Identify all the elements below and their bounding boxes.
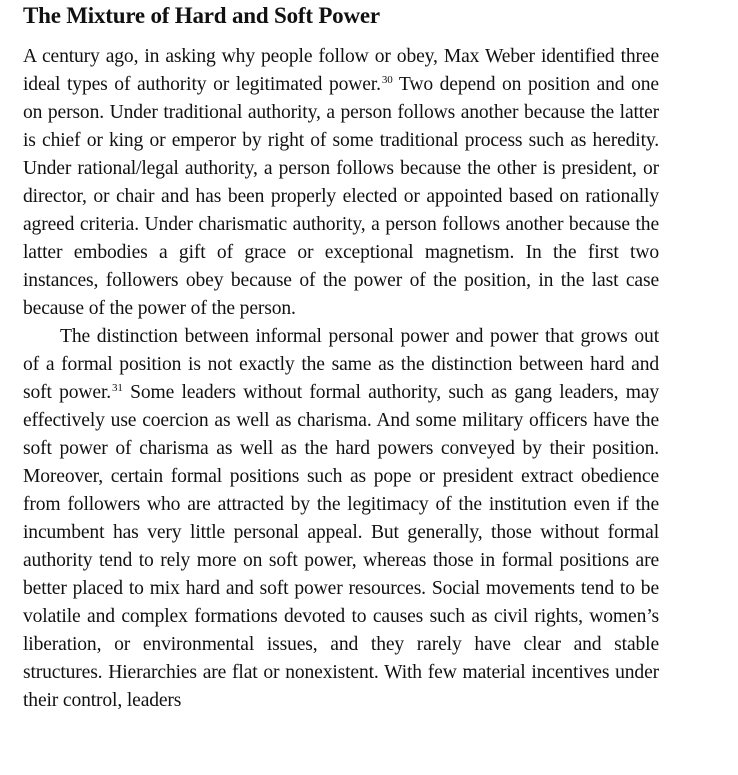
paragraph-text: Two depend on position and one on person. Under traditional authority, a person follows another because the latter is chief or king or emperor by right of some traditional process such as heredity. Under rational/legal authority, a person follows because the other is president, or director, or chair and has been properly elected or appointed based on rationally agreed criteria. Under charismatic authority, a person follows another because the latter embodies a gift of grace or exceptional magnetism. In the first two instances, followers obey because of the power of the position, in the last case because of the power of the person.	[23, 74, 659, 319]
book-page	[23, 0, 659, 715]
footnote-marker: 31	[112, 381, 123, 394]
paragraph-text: Some leaders without formal authority, such as gang leaders, may effectively use coercion as well as charisma. And some military officers have the soft power of charisma as well as the hard powers conveyed by their position. Moreover, certain formal positions such as pope or president extract obedience from followers who are attracted by the legitimacy of the institution even if the incumbent has very little personal appeal. But generally, those without formal authority tend to rely more on soft power, whereas those in formal positions are better placed to mix hard and soft power resources. Social movements tend to be volatile and complex formations devoted to causes such as civil rights, women’s liberation, or environmental issues, and they rarely have clear and stable structures. Hierarchies are flat or nonexistent. With few material incentives under their control, leaders	[23, 382, 660, 711]
footnote-marker: 30	[381, 73, 393, 86]
paragraph-hard-soft-distinction	[23, 323, 659, 715]
section-heading: The Mixture of Hard and Soft Power	[23, 3, 380, 28]
paragraph-text: A century ago, in asking why people follow or obey, Max Weber identified three ideal types of authority or legitimated power.	[23, 46, 659, 95]
paragraph-text: The distinction between informal personal power and power that grows out of a formal position is not exactly the same as the distinction between hard and soft power.	[23, 326, 659, 403]
paragraph-weber-authority	[23, 43, 659, 323]
